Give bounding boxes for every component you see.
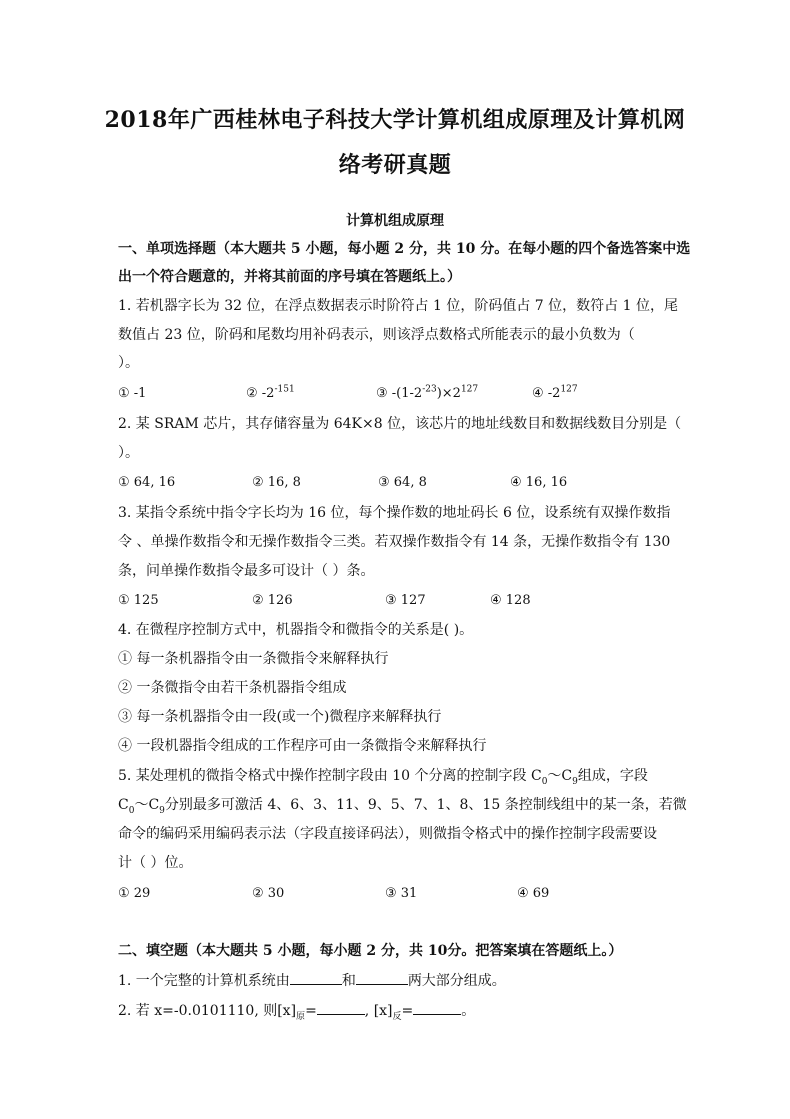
q2-option-4: ④ 16, 16 (510, 475, 568, 490)
q5-option-1: ① 29 (118, 886, 151, 901)
q3-option-4: ④ 128 (490, 593, 531, 608)
fill-question-2: 2. 若 x=-0.0101110, 则$[x]_原=$ , $[x]_反=$ 。 (118, 1003, 476, 1022)
answer-blank-4[interactable] (413, 1002, 461, 1015)
answer-blank-3[interactable] (317, 1002, 365, 1015)
section1-heading-line2: 出一个符合题意的，并将其前面的序号填在答题纸上。） (118, 269, 461, 285)
section1-heading-line1: 一、单项选择题（本大题共 5 小题，每小题 2 分，共 10 分。在每小题的四个备选答案中选 (118, 241, 691, 257)
q2-option-1: ① 64, 16 (118, 475, 176, 490)
q5-option-3: ③ 31 (385, 886, 418, 901)
q4-option-4: ④ 一段机器指令组成的工作程序可由一条微指令来解释执行 (118, 738, 487, 754)
q3-line1: 3. 某指令系统中指令字长均为 16 位，每个操作数的地址码长 6 位，设系统有双操作数指 (118, 505, 671, 521)
q1-option-2: ② $-2^{-151}$ (246, 384, 295, 401)
section-subtitle: 计算机组成原理 (346, 213, 444, 229)
q2-line1: 2. 某 SRAM 芯片，其存储容量为 64K×8 位，该芯片的地址线数目和数据线数目分别是（ (118, 416, 682, 432)
q2-option-2: ② 16, 8 (252, 475, 301, 490)
q1-option-3: ③ $-(1-2^{-23})\times 2^{127}$ (376, 384, 479, 401)
q3-option-3: ③ 127 (385, 593, 426, 608)
q1-line3: ）。 (118, 355, 139, 371)
fill-question-1: 1. 一个完整的计算机系统由 和 两大部分组成。 (118, 973, 506, 989)
answer-blank-1[interactable] (290, 972, 342, 985)
section2-heading: 二、填空题（本大题共 5 小题，每小题 2 分，共 10分。把答案填在答题纸上。） (118, 943, 623, 959)
q5-line1: 5. 某处理机的微指令格式中操作控制字段由 10 个分离的控制字段 $C_0\sim C_9$组成，字段 (118, 768, 648, 787)
q5-line2: $C_0\sim C_9$分别最多可激活 4、6、3、11、9、5、7、1、8、15 条控制线组中的某一条，若微 (118, 797, 687, 816)
q3-line2: 令 、单操作数指令和无操作数指令三类。若双操作数指令有 14 条，无操作数指令有 130 (118, 534, 671, 550)
q5-line3: 命令的编码采用编码表示法（字段直接译码法），则微指令格式中的操作控制字段需要设 (118, 826, 657, 842)
q1-line2: 数值占 23 位，阶码和尾数均用补码表示，则该浮点数格式所能表示的最小负数为（ (118, 327, 635, 343)
q5-line4: 计（ ）位。 (118, 855, 193, 871)
document-title-line1: 2018年广西桂林电子科技大学计算机组成原理及计算机网 (104, 107, 686, 133)
q4-option-2: ② 一条微指令由若干条机器指令组成 (118, 680, 347, 696)
q3-option-2: ② 126 (252, 593, 293, 608)
q4-option-3: ③ 每一条机器指令由一段(或一个)微程序来解释执行 (118, 709, 442, 725)
q1-option-4: ④ $-2^{127}$ (532, 384, 578, 401)
q1-line1: 1. 若机器字长为 32 位，在浮点数据表示时阶符占 1 位，阶码值占 7 位，数符占 1 位，尾 (118, 298, 678, 314)
q5-option-2: ② 30 (252, 886, 285, 901)
answer-blank-2[interactable] (356, 972, 408, 985)
q2-option-3: ③ 64, 8 (378, 475, 427, 490)
q4-line1: 4. 在微程序控制方式中，机器指令和微指令的关系是( )。 (118, 622, 474, 638)
q5-option-4: ④ 69 (517, 886, 550, 901)
q2-line2: ）。 (118, 445, 139, 461)
document-title-line2: 络考研真题 (338, 152, 452, 178)
q3-line3: 条，问单操作数指令最多可设计（ ）条。 (118, 563, 375, 579)
q1-option-1: ① -1 (118, 386, 147, 401)
q4-option-1: ① 每一条机器指令由一条微指令来解释执行 (118, 651, 389, 667)
q3-option-1: ① 125 (118, 593, 159, 608)
